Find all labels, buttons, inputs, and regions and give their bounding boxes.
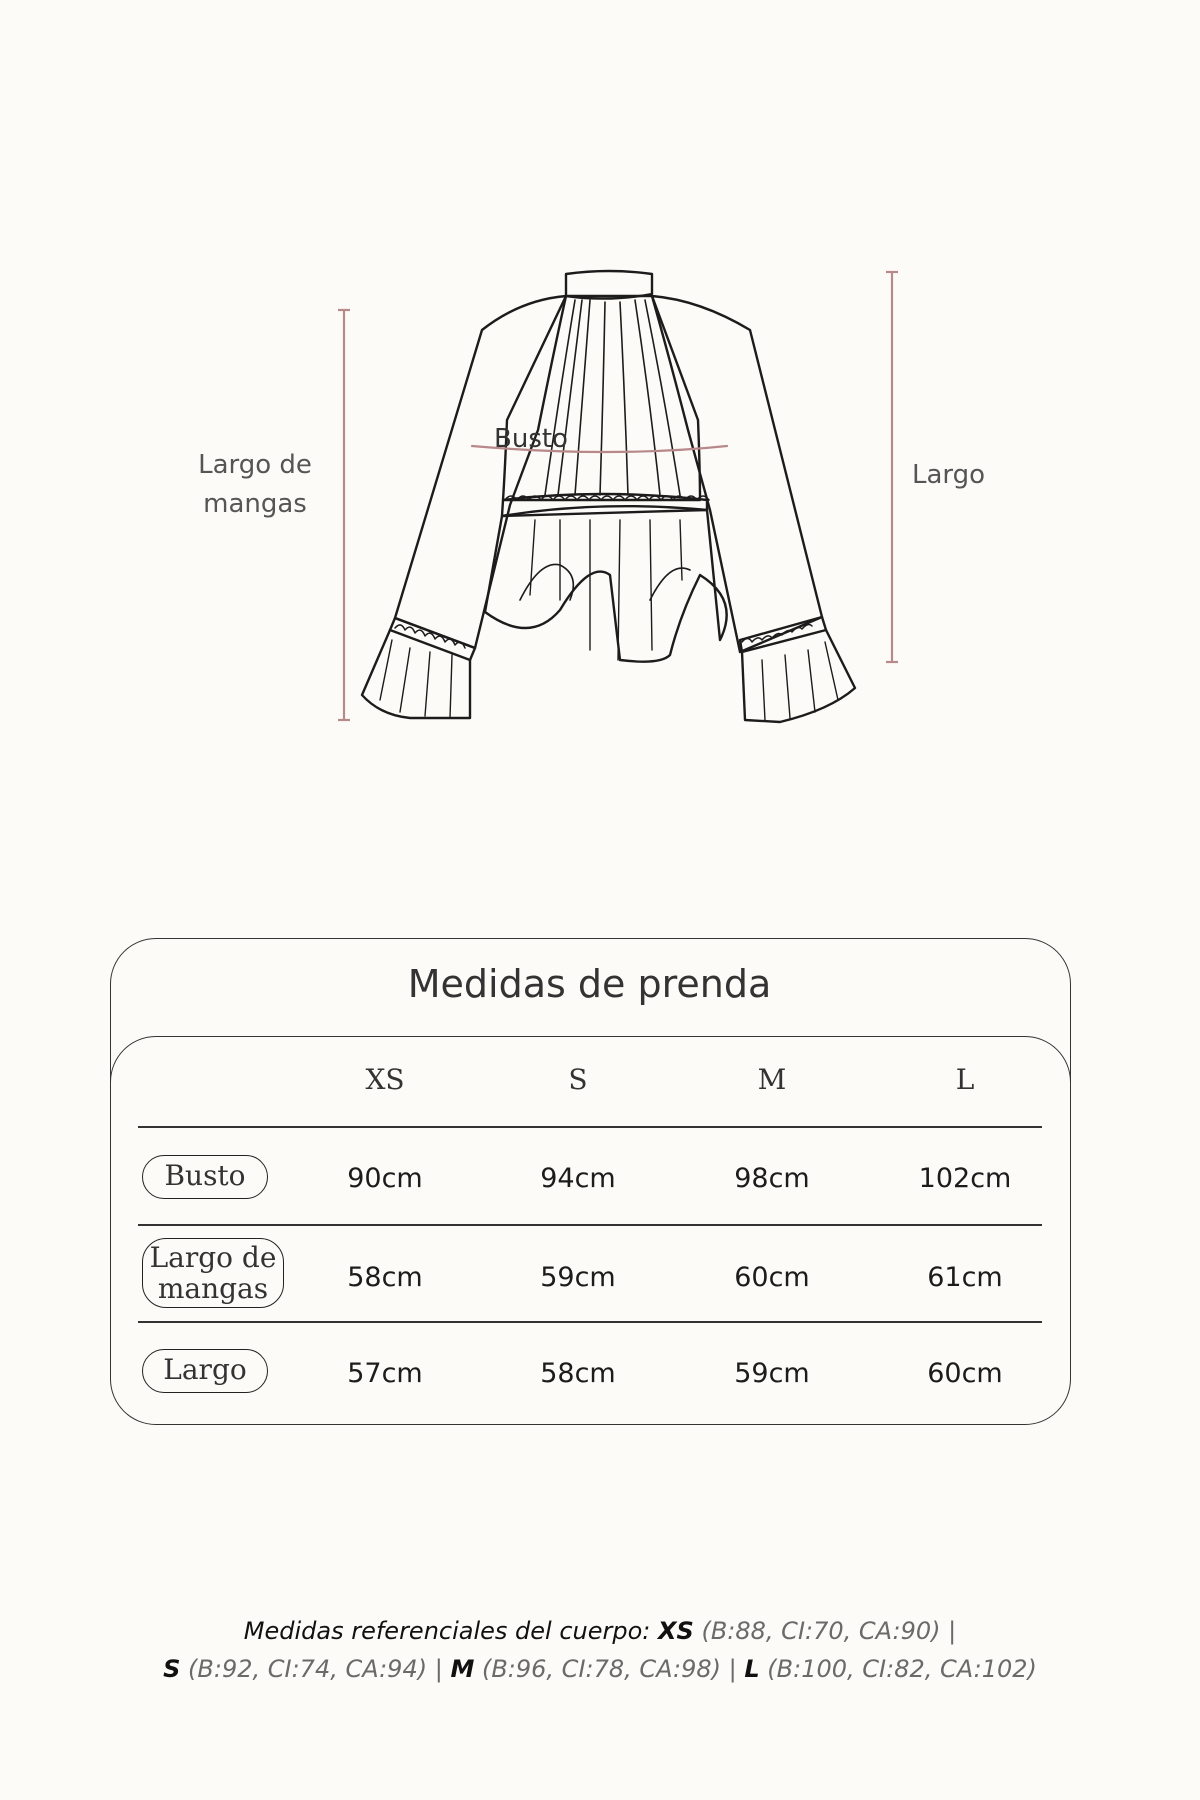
- cell-largo-m: 59cm: [734, 1358, 810, 1389]
- length-label: Largo: [912, 460, 986, 490]
- cell-largo-l: 60cm: [927, 1358, 1003, 1389]
- table-divider: [138, 1224, 1042, 1226]
- cell-busto-s: 94cm: [540, 1163, 616, 1194]
- sleeve-length-label: Largo de mangas: [198, 450, 312, 519]
- size-header-l: L: [955, 1063, 975, 1096]
- note-lead: Medidas referenciales del cuerpo:: [243, 1617, 651, 1645]
- row-label-largo: Largo: [142, 1349, 268, 1393]
- garment-left-cuff: [390, 618, 475, 660]
- note-size-l: L: [744, 1655, 760, 1683]
- note-size-s: S: [163, 1655, 181, 1683]
- garment-right-sleeve: [652, 296, 822, 652]
- note-values-l: (B:100, CI:82, CA:102): [767, 1655, 1037, 1683]
- cell-busto-m: 98cm: [734, 1163, 810, 1194]
- cell-sleeve-s: 59cm: [540, 1262, 616, 1293]
- table-title: Medidas de prenda: [407, 962, 772, 1006]
- garment-peplum: [485, 510, 727, 662]
- garment-illustration: [0, 0, 1200, 780]
- table-divider: [138, 1126, 1042, 1128]
- size-header-s: S: [568, 1063, 588, 1096]
- cell-largo-s: 58cm: [540, 1358, 616, 1389]
- body-reference-note: Medidas referenciales del cuerpo: XS (B:88, CI:70, CA:90) | S (B:92, CI:74, CA:94) | M (B:96, CI:78, CA:98) | L (B:100, CI:82, CA:102): [163, 1617, 1037, 1683]
- bust-label: Busto: [494, 424, 568, 454]
- cell-sleeve-m: 60cm: [734, 1262, 810, 1293]
- note-values-s: (B:92, CI:74, CA:94): [188, 1655, 428, 1683]
- table-divider: [138, 1321, 1042, 1323]
- cell-largo-xs: 57cm: [347, 1358, 423, 1389]
- size-header-xs: XS: [365, 1063, 405, 1096]
- size-header-m: M: [757, 1063, 787, 1096]
- note-values-m: (B:96, CI:78, CA:98): [481, 1655, 722, 1683]
- note-size-xs: XS: [658, 1617, 694, 1645]
- cell-sleeve-xs: 58cm: [347, 1262, 423, 1293]
- cell-busto-l: 102cm: [918, 1163, 1012, 1194]
- garment-collar: [566, 271, 652, 299]
- row-label-sleeve: Largo de mangas: [142, 1238, 284, 1308]
- cell-busto-xs: 90cm: [347, 1163, 423, 1194]
- cell-sleeve-l: 61cm: [927, 1262, 1003, 1293]
- note-values-xs: (B:88, CI:70, CA:90): [701, 1617, 941, 1645]
- row-label-busto: Busto: [142, 1155, 268, 1199]
- note-size-m: M: [450, 1655, 475, 1683]
